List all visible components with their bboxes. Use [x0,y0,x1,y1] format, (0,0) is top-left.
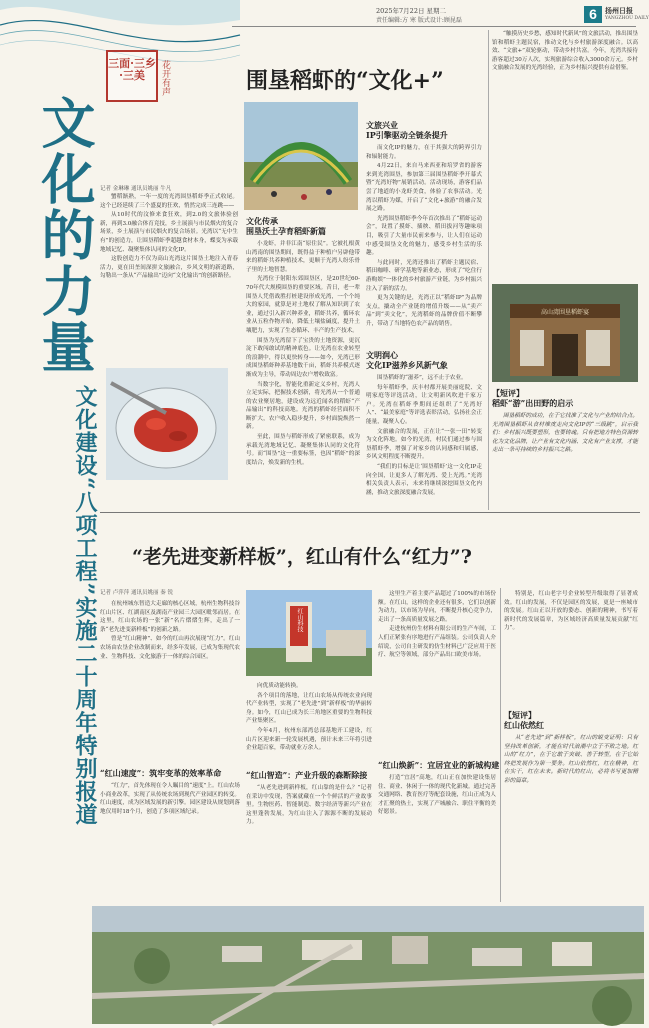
story2-col3-body [378,590,496,750]
story2-col3-p2: 走进杭州仿生材料有限公司的生产车间，工人们正紧张有序地进行产品组装。公司负责人介绍说，公司自主研发的仿生材料已广泛应用于医疗、航空等领域，部分产品出口欧美市场。 [378,626,496,659]
story1-sec1-p1: 小龙虾，并非江南“原住民”。它被扎根黄山湾南的围垦期间，既得益于种植户另辟他带来的稻虾共养种植技术，更顺于光湾人纷乐骨子里的土地智慧。 [246,241,360,273]
story2-sec1-body [100,782,240,902]
story1-sec2-p2: 4月22日，来自马来西亚和培罗省的游客来到光湾围垦，参加第三届围垦稻虾季开幕式暨“光湾好物”展销活动。活动现场，游客们品尝了地道的小龙虾美食，体验了农事活动。光湾以稻虾为媒，开启了“文化+旅游”的融合发展之路。 [366,163,482,213]
story2-sec2-body [246,784,372,902]
story1-sec3-sub: 文化IP滋养乡风新气象 [366,360,448,370]
story1-sec1-sub: 围垦沃土孕育稻虾新篇 [246,226,326,236]
story1-right-body [492,30,638,280]
story1-photo-crayfish [106,368,228,480]
story1-sec3-p4: “我们的目标是让‘围垦稻虾’这一文化IP走向全国，让更多人了解光湾、爱上光湾。”光湾相关负责人表示，未来将继续深挖围垦文化内涵，推动文旅深度融合发展。 [366,463,482,496]
story1-intro-p1: 蟹稻渐熟，一年一度的光湾围垦稻虾季正式收尾。这个已经延续了三个盛夏的狂欢，悄然完成三连跳—— [100,194,238,209]
story2-sec3-body [378,774,496,902]
story1-side-label: 【短评】 [492,388,524,398]
story1-side-p: 围垦稻虾的成功，在于它找准了文化与产业的结合点。光湾围垦稻虾从食材维度走向文化IP的“三级跳”，启示我们：乡村振兴既要塑形，也要铸魂。只有把地方特色资源转化为文化品牌，让产业有文化内涵、文化有产业支撑，才能走出一条可持续的乡村振兴之路。 [492,413,638,454]
story2-intro [100,600,240,762]
story2-byline: 记者 卢萍萍 通讯员姚丽 秦 锐 [100,590,173,596]
story2-col4-body [504,590,638,706]
photo-sign-text: 红山科技 [296,608,303,632]
story2-sec2-p: “从老先进到新样板，红山靠的是什么？”记者在采访中发现，答案就藏在一个个鲜活的产业故事里。生物医药、智能制造、数字经济等新兴产业在这里蓬勃发展，为红山注入了源源不断的发展动力。 [246,785,372,826]
story1-intro-p2: 从10时代的汶修来食狂欢，到2.0的文旅体验创新，再到3.0融合体育竞技，乡土展演与市民烟火的复合场景，乡土展演与市民烟火的复合场景。光湾以“无中生有”的创造力，让围垦稻虾季超越食材本身，蝶变为承载地域记忆、凝聚集体认同的文化IP。 [100,212,238,253]
story1-sec1-title: 文化传承 [246,216,278,226]
story2-intro-p1: 在杭州城东智造大走廊的核心区域，杭州生物科技谷红山片区、红湖南区及湖南产业园三大园区毗邻而居。在这里，红山农场的一张“新”名片熠熠生辉，走出了一条“老先进变新样板”的创新之路。 [100,601,240,633]
story2-mid-p2: 各个项目的落地，让红山农场从传统农业向现代产业转型，实现了“老先进”到“新样板”的华丽转身。如今，红山已成为长三角地区重要的生物科技产业集聚区。 [246,692,372,725]
seal-side-text: 花开有声 [160,60,170,96]
banner-title: 文化的力量 [33,95,97,375]
story1-sec2-p3: 光湾围垦稻虾季今年首次推出了“稻虾运动会”，设置了摸虾、插秧、稻田拔河等趣味项目，吸引了大量市民前来参与，让人们在运动中感受围垦文化的魅力，感受乡村生活的乐趣。 [366,215,482,257]
banner-subtitle: 文化建设“八项工程”实施二十周年特别报道 [72,385,98,827]
paper-name-en: YANGZHOU DAILY [605,16,649,21]
story1-sec3-p3: 文旅融合的发展，正在让“一张一田”转变为文化阵地。如今的光湾，村民们通过参与围垦稻虾季，增强了对家乡的认同感和归属感，乡风文明程度不断提升。 [366,428,482,461]
story1-sec1-p3: 围垦为光湾留下了宝贵的土地资源，更沉淀下敢闯敢试的精神底色。让光湾在农业转型的浪潮中，得以更快转身——如今，光湾已形成围垦稻虾种养基地数千亩，稻虾共养模式逐渐成为主导，带动周边农户增收致富。 [246,337,360,378]
story1-photo-building [492,284,638,382]
aerial-photo [92,906,644,1024]
story1-sec2-p4: 与此同时，光湾还推出了稻虾主题民宿、稻田咖啡、研学基地等新业态，形成了“吃住行游购娱”一体化的乡村旅游产业链，为乡村振兴注入了新的活力。 [366,259,482,292]
column-rule [488,30,489,510]
story1-sec2-sub: IP引擎驱动全链条提升 [366,130,448,140]
story2-side-title: 红山依然红 [504,720,544,730]
header-editors: 责任编辑:方 寒 版式设计:顾昆磊 [376,17,462,24]
story2-mid-p3: 今年4月，杭州东部湾总部基地开工建设，红山片区迎来新一轮发展机遇，预计未来三年将引进企业超百家，带动就业万余人。 [246,727,372,752]
story1-sec1-p4: 当数字化，智能化重新定义乡村，光湾人立足实际，把握技术创新，将光湾从一个普通的农业聚居地，建设成为远近闻名的稻虾“产品输出”的科技高地。光湾的稻虾经营面积不断扩大，农户收入稳步提升，乡村面貌焕然一新。 [246,381,360,431]
header-date: 2025年7月22日 星期二 [376,7,447,15]
story1-sec1-p2: 光湾位于射阳东郊围垦区，是20世纪60-70年代大规模围垦的重要区域。昔日，老一辈围垦人凭借战胜打桩建设形成光湾，一个个纯大的家园，就算是对土地权了解从知识到了农业，通过引入新兴种养业，稻虾共养，循环农业从五粒作物开始，降低土壤盐碱度，提升土壤肥力，实现了生态循环、丰产的生产技术。 [246,276,360,334]
section-divider [100,512,640,513]
story1-sec3-body [366,374,482,508]
story2-sec1-p: “红力”，首先体现在令人瞩目的“速度”上。红山农场小商业改革，实现了从传统农场到现代产业园区的转变。红山速度，成为区域发展的新引擎。园区建设从规划到落地仅用时18个月，创造了多项区域纪录。 [100,783,240,815]
paper-name: 扬州日报 [605,6,633,15]
building-sign: 高山湾围垦稻虾宴 [540,309,589,316]
story2-side-p: 从“老先进”到“新样板”，红山的蜕变证明：只有坚持改革创新，才能在时代浪潮中立于不败之地。红山的“红力”，在于它敢于突破、善于转型，在于它始终把发展作为第一要务。红山依然红，红在精神，红在实干，红在未来。新时代的红山，必将书写更加精彩的篇章。 [504,735,638,784]
story1-sec2-p1: 而文化IP的魅力，在于其强大的跨界引力和辐射能力。 [366,145,482,160]
story1-side-title: 稻虾“游”出田野的启示 [492,398,574,408]
story1-intro-p3: 这股创造力不仅为高山光湾这片围垦土地注入青春活力，更在田垄间深拼文旅融合，乡风文明的新道路，勾勒出一条从“产品输出”迈向“文化输出”的创新路径。 [100,256,238,280]
story1-sec3-p2: 每年稻虾季，庆丰村都开展美丽庭院、文明家庭等评选活动，让文明新风吹进千家万户。光湾在稻虾季期间还组织了“光湾好人”、“最美家庭”等评选表彰活动，弘扬社会正能量，凝聚人心。 [366,384,482,425]
story1-right-p1: “触摸历史乡愁，感知时代新风”的文旅活动，推出围垦馆和稻虾主题民宿，推动文化与乡村旅游深度融合。以高效、“文旅+”双轮驱动，带动乡村共富。今年，光湾共接待游客超过30万人次，实现旅游综合收入3000余万元。乡村文旅融合发展的光湾经验，正为乡村振兴提供有益借鉴。 [492,31,638,72]
story1-photo-gate [244,102,358,210]
story1-sec2-body [366,144,482,344]
story1-intro [100,193,238,361]
story2-col3-p1: 这里生产着主要产品超过了100%的市场份额。在红山，这样的企业还有很多，它们以创新为动力，以市场为导向，不断提升核心竞争力，走出了一条高质量发展之路。 [378,591,496,623]
story2-side-label: 【短评】 [504,710,536,720]
story2-sec3-title: “红山焕新”：宜居宜业的新城构建 [378,760,500,770]
story2-mid-body [246,682,372,764]
story1-sec3-title: 文明润心 [366,350,398,360]
story1-byline: 记者 金琳琳 通讯员姚丽 牛凡 [100,186,172,192]
column-rule-2 [500,588,501,902]
page-header [360,4,649,26]
story2-col4-p: 特别是，红山老字号企业转型升级取得了显著成效。红山的发展，不仅是园区的发展，更是一座城市的发展。红山正以开放的姿态、创新的精神，书写着新时代的发展篇章，为区域经济高质量发展贡献“红力”。 [504,591,638,632]
story2-sec3-p: 打造“宜居”高地，红山正在加快建设集居住、商业、休闲于一体的现代化新城。通过完善交通网络、教育医疗等配套设施，红山正成为人才汇聚的热土，实现了产城融合、职住平衡的美好愿景。 [378,775,496,816]
story2-sec2-title: “红山智造”：产业升级的森断除接 [246,770,368,780]
story2-intro-p2: 曾是“红山精神”、如今的红山再次展现“红力”。红山农场由农垦企业改制而来，经多年发展，已成为集现代农业、生物科技、文化旅游于一体的综合园区。 [100,636,240,660]
story1-sec1-body [246,240,360,508]
story2-photo-sign [246,590,372,676]
story1-sec2-title: 文旅兴业 [366,120,398,130]
story1-sec1-p5: 至此，围垦与稻虾形成了紧密联系，成为承载光湾地域记忆、凝聚集体认同的文化符号。而“围垦”这一重要标签，也因“稻虾”的深度结合，焕发新的生机。 [246,434,360,466]
story1-title: 围垦稻虾的“文化+” [246,68,444,94]
story1-sec3-p1: 围垦稻虾的“滋养”，远不止于农业。 [377,375,467,381]
story2-title: “老先进变新样板”，红山有什么“红力”? [132,546,472,568]
seal-stamp: 三面·三乡·三美 [106,50,158,102]
story2-sec1-title: “红山速度”：筑牢变革的效率革命 [100,768,222,778]
page-number: 6 [584,6,602,23]
header-rule [232,26,636,27]
story1-side-body [492,412,638,512]
story2-side-body [504,734,638,902]
story1-sec2-p5: 更为关键的是，光湾正以“稻虾IP”为品牌支点，撬动全产业链的增值升级——从“卖产品”到“卖文化”，光湾稻虾的品牌价值不断攀升，带动了当地特色农产品的销售。 [366,295,482,327]
story2-mid-p1: 向优质动能转换。 [257,683,302,689]
